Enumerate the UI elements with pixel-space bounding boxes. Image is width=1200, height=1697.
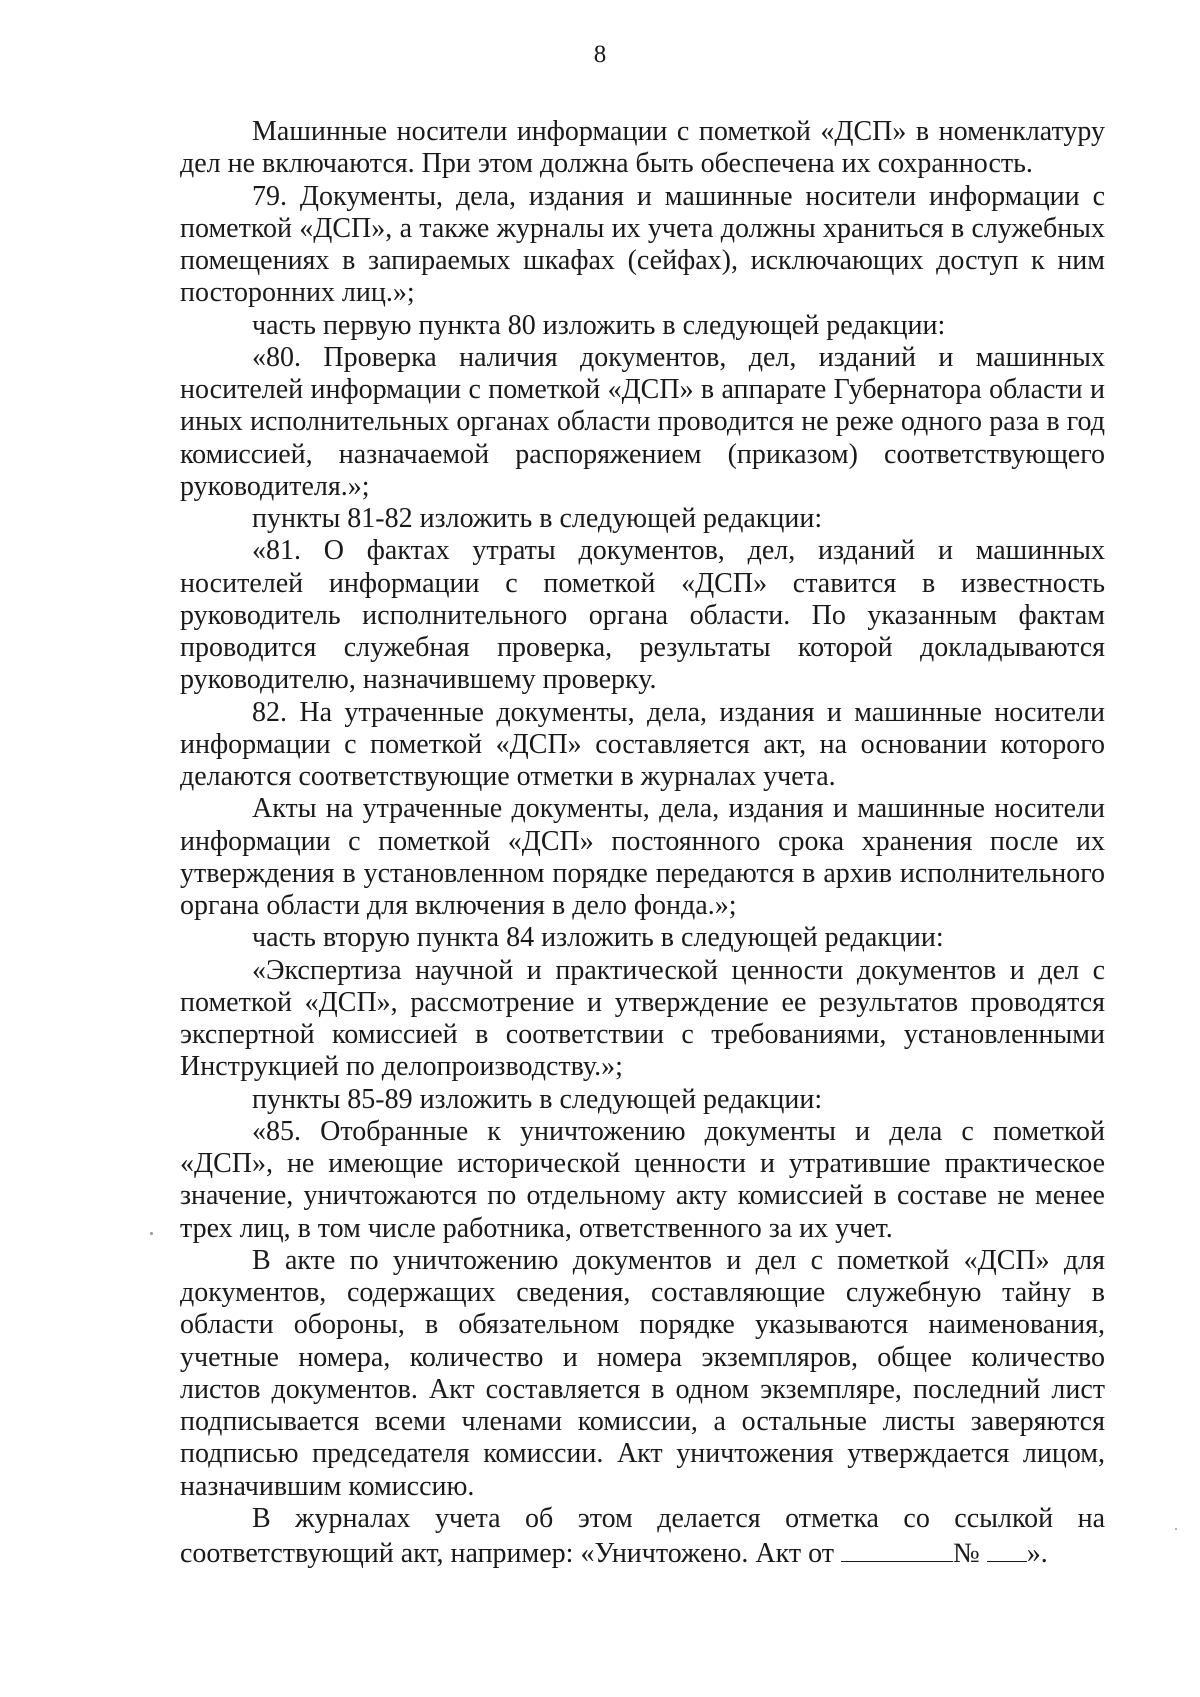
paragraph-item-79: 79. Документы, дела, издания и машинные носители информации с пометкой «ДСП», а также журналы их учета должны храниться в служебных помещениях в запираемых шкафах (сейфах), исключающих доступ к ним посторонних лиц.»; xyxy=(180,180,1105,309)
paragraph-destruction-act: В акте по уничтожению документов и дел с пометкой «ДСП» для документов, содержащих сведения, составляющие служебную тайну в области обороны, в обязательном порядке указываются наименования, учетные номера, количество и номера экземпляров, общее количество листов документов. Акт составляется в одном экземпляре, последний лист подписывается всеми членами комиссии, а остальные листы заверяются подписью председателя комиссии. Акт уничтожения утверждается лицом, назначившим комиссию. xyxy=(180,1244,1105,1502)
paragraph-acts-lost: Акты на утраченные документы, дела, издания и машинные носители информации с пометкой «ДСП» постоянного срока хранения после их утверждения в установленном порядке передаются в архив исполнительного органа области для включения в дело фонда.»; xyxy=(180,793,1105,921)
paragraph-storage-note: Машинные носители информации с пометкой «ДСП» в номенклатуру дел не включаются. При этом должна быть обеспечена их сохранность. xyxy=(180,116,1105,180)
paragraph-amend-84: часть вторую пункта 84 изложить в следующей редакции: xyxy=(252,922,944,954)
paragraph-journal-note xyxy=(180,1503,1105,1571)
paragraph-amend-80: часть первую пункта 80 изложить в следующей редакции: xyxy=(252,309,946,341)
paragraph-amend-85-89: пункты 85-89 изложить в следующей редакции: xyxy=(252,1083,823,1115)
paragraph-item-82: 82. На утраченные документы, дела, издания и машинные носители информации с пометкой «ДСП» составляется акт, на основании которого делаются соответствующие отметки в журналах учета. xyxy=(180,696,1105,792)
paragraph-item-85: «85. Отобранные к уничтожению документы и дела с пометкой «ДСП», не имеющие исторической ценности и утратившие практическое значение, уничтожаются по отдельному акту комиссией в составе не менее трех лиц, в том числе работника, ответственного за их учет. xyxy=(180,1115,1105,1244)
page-number: 8 xyxy=(593,41,607,68)
paragraph-item-81: «81. О фактах утраты документов, дел, изданий и машинных носителей информации с пометкой «ДСП» ставится в известность руководитель исполнительного органа области. По указанным фактам проводится служебная проверка, результаты которой докладываются руководителю, назначившему проверку. xyxy=(180,535,1105,696)
scan-speck xyxy=(150,1232,153,1235)
date-blank-line xyxy=(841,1535,953,1562)
number-blank-line xyxy=(987,1535,1027,1562)
number-sign: № xyxy=(953,1538,980,1569)
paragraph-expertise: «Экспертиза научной и практической ценности документов и дел с пометкой «ДСП», рассмотрение и утверждение ее результатов проводятся экспертной комиссией в соответствии с требованиями, установленными Инструкцией по делопроизводству.»; xyxy=(180,954,1105,1083)
paragraph-item-80: «80. Проверка наличия документов, дел, изданий и машинных носителей информации с пометкой «ДСП» в аппарате Губернатора области и иных исполнительных органах области проводится не реже одного раза в год комиссией, назначаемой распоряжением (приказом) соответствующего руководителя.»; xyxy=(180,341,1105,502)
paragraph-amend-81-82: пункты 81-82 изложить в следующей редакции: xyxy=(252,503,823,534)
scan-speck xyxy=(1175,1528,1177,1530)
closing-quote: ». xyxy=(1026,1538,1048,1569)
document-body xyxy=(180,116,1105,1570)
journal-note-text: В журналах учета об этом делается отметка со ссылкой на соответствующий акт, например: «Уничтожено. Акт от xyxy=(180,1502,1105,1569)
